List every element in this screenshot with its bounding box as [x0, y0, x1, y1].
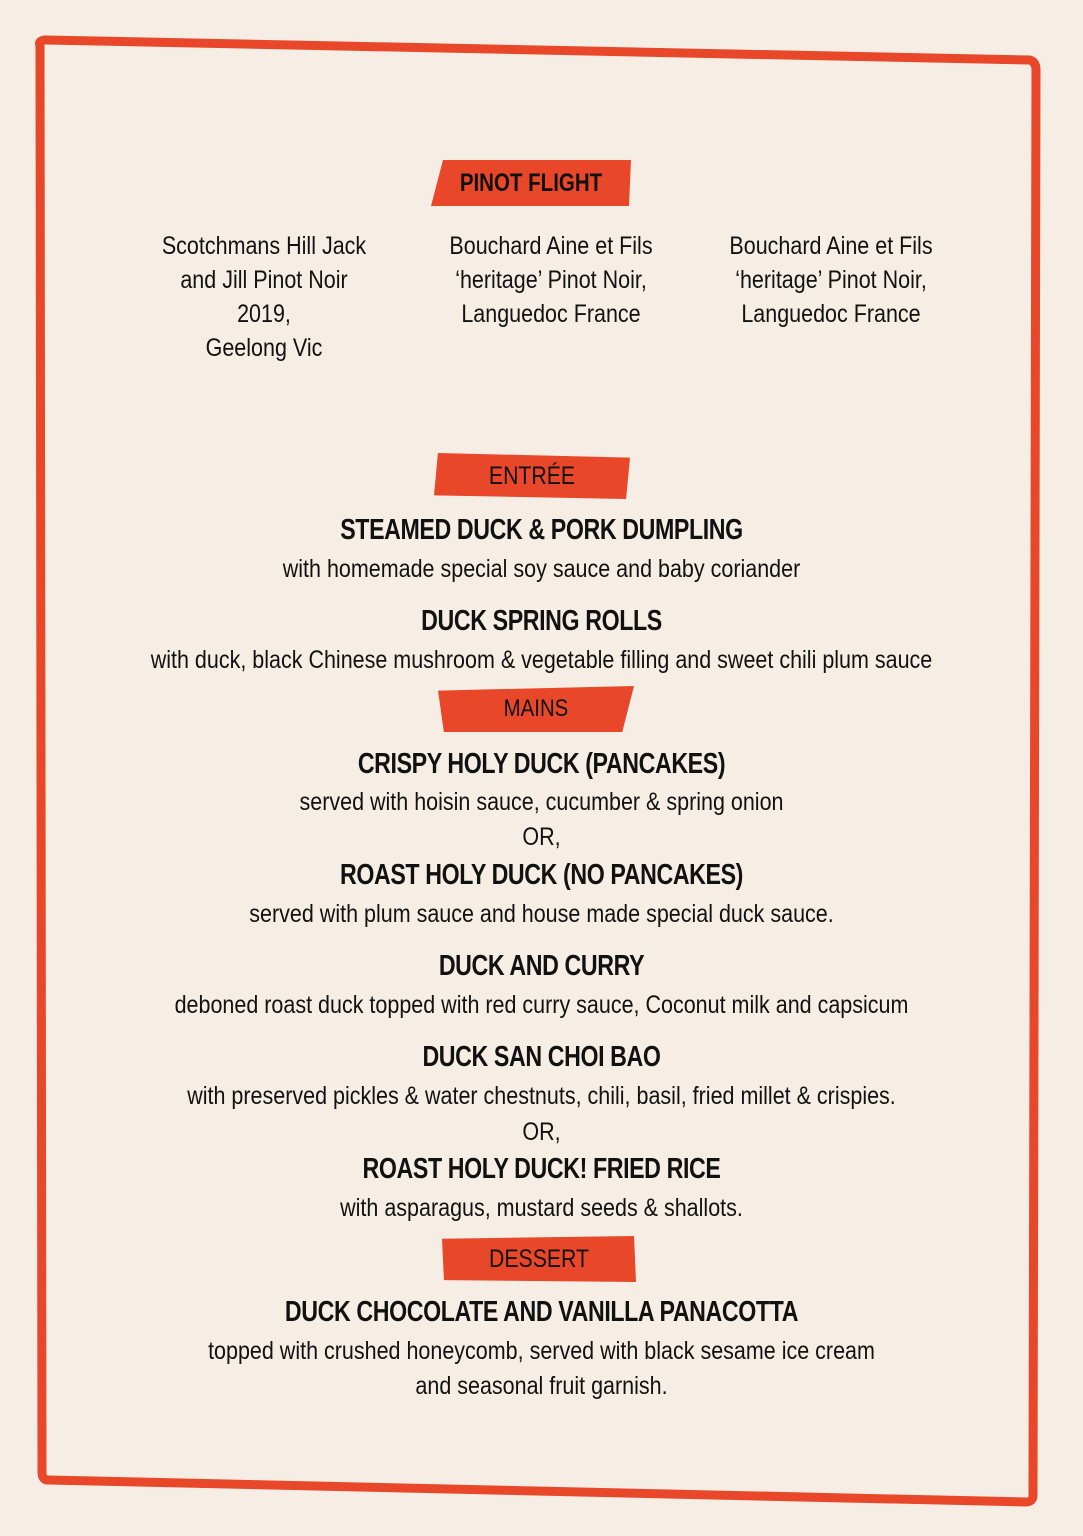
wine-2: Bouchard Aine et Fils ‘heritage’ Pinot Noir, Languedoc France: [449, 232, 653, 328]
dish-description: with homemade special soy sauce and baby coriander: [282, 555, 801, 583]
dish-title: ROAST HOLY DUCK! FRIED RICE: [362, 1153, 721, 1185]
dish-description: with preserved pickles & water chestnuts, chili, basil, fried millet & crispies.: [187, 1082, 896, 1110]
dish-description: and seasonal fruit garnish.: [415, 1372, 668, 1400]
dish-description: with asparagus, mustard seeds & shallots.: [340, 1194, 743, 1222]
dish-title: DUCK CHOCOLATE AND VANILLA PANACOTTA: [284, 1296, 799, 1328]
dish-title: STEAMED DUCK & PORK DUMPLING: [340, 514, 743, 546]
dish-description: with duck, black Chinese mushroom & vegetable filling and sweet chili plum sauce: [150, 646, 933, 674]
mains-heading: MAINS: [438, 686, 634, 732]
dish-title: DUCK SAN CHOI BAO: [422, 1041, 661, 1073]
dish-description: served with plum sauce and house made special duck sauce.: [249, 900, 834, 928]
dish-title: DUCK SPRING ROLLS: [421, 605, 662, 637]
dish-title: ROAST HOLY DUCK (NO PANCAKES): [339, 859, 744, 891]
wine-1: Scotchmans Hill Jack and Jill Pinot Noir 2019, Geelong Vic: [161, 232, 367, 362]
pinot-flight-heading: PINOT FLIGHT: [431, 160, 631, 206]
dish-title: DUCK AND CURRY: [438, 950, 645, 982]
or-separator: OR,: [522, 823, 561, 851]
wine-3: Bouchard Aine et Fils ‘heritage’ Pinot Noir, Languedoc France: [729, 232, 933, 328]
dish-description: deboned roast duck topped with red curry sauce, Coconut milk and capsicum: [174, 991, 909, 1019]
entree-heading: ENTRÉE: [434, 453, 630, 499]
or-separator: OR,: [522, 1118, 561, 1146]
dish-description: served with hoisin sauce, cucumber & spring onion: [299, 788, 784, 816]
dessert-heading: DESSERT: [442, 1236, 636, 1282]
dish-title: CRISPY HOLY DUCK (PANCAKES): [357, 748, 726, 780]
dish-description: topped with crushed honeycomb, served with black sesame ice cream: [208, 1337, 875, 1365]
